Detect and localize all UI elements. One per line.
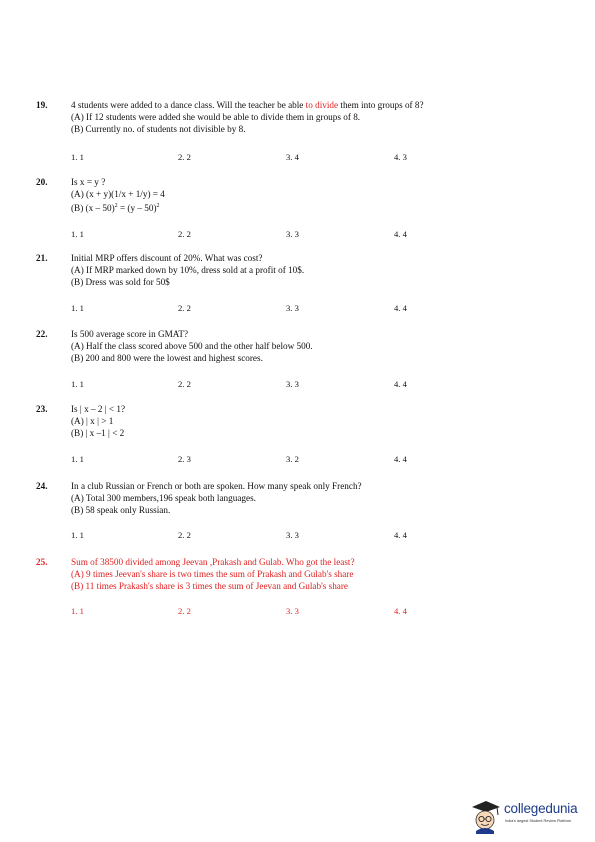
statement-a: (A) | x | > 1 bbox=[71, 416, 114, 426]
question-number: 25. bbox=[36, 557, 48, 567]
question-number: 19. bbox=[36, 100, 48, 110]
logo-wordmark: collegedunia bbox=[504, 801, 578, 816]
statement-b: (B) Dress was sold for 50$ bbox=[71, 277, 170, 287]
collegedunia-logo[interactable] bbox=[468, 798, 588, 834]
answer-option-2: 2. 2 bbox=[178, 303, 191, 313]
question-stem: Is 500 average score in GMAT? bbox=[71, 329, 189, 339]
answer-option-3: 3. 3 bbox=[286, 606, 299, 616]
exponent: 2 bbox=[156, 203, 160, 209]
question-stem: Is x = y ? bbox=[71, 177, 106, 187]
answer-option-4: 4. 4 bbox=[394, 229, 407, 239]
statement-b-part: = (y – 50) bbox=[117, 203, 157, 214]
stem-text: 4 students were added to a dance class. Will the teacher be able bbox=[71, 100, 306, 110]
answer-option-1: 1. 1 bbox=[71, 606, 84, 616]
answer-option-3: 3. 3 bbox=[286, 303, 299, 313]
answer-option-2: 2. 2 bbox=[178, 530, 191, 540]
question-stem: Sum of 38500 divided among Jeevan ,Prakash and Gulab. Who got the least? bbox=[71, 557, 355, 567]
answer-option-1: 1. 1 bbox=[71, 530, 84, 540]
statement-a: (A) Half the class scored above 500 and the other half below 500. bbox=[71, 341, 313, 351]
statement-a: (A) Total 300 members,196 speak both languages. bbox=[71, 493, 256, 503]
stem-text-end: them into groups of 8? bbox=[338, 100, 424, 110]
question-stem: Initial MRP offers discount of 20%. What was cost? bbox=[71, 253, 263, 263]
answer-option-2: 2. 2 bbox=[178, 152, 191, 162]
answer-option-4: 4. 4 bbox=[394, 606, 407, 616]
answer-option-4: 4. 4 bbox=[394, 303, 407, 313]
exponent: 2 bbox=[114, 203, 118, 209]
answer-option-4: 4. 3 bbox=[394, 152, 407, 162]
statement-a: (A) (x + y)(1/x + 1/y) = 4 bbox=[71, 189, 165, 199]
logo-tagline: India's largest Student Review Platform bbox=[505, 819, 572, 823]
answer-option-1: 1. 1 bbox=[71, 454, 84, 464]
question-number: 22. bbox=[36, 329, 48, 339]
question-number: 20. bbox=[36, 177, 48, 187]
statement-b-part: (B) (x – 50) bbox=[71, 203, 115, 214]
answer-option-1: 1. 1 bbox=[71, 229, 84, 239]
statement-b: (B) 11 times Prakash's share is 3 times the sum of Jeevan and Gulab's share bbox=[71, 581, 349, 591]
question-stem bbox=[71, 100, 424, 111]
answer-option-1: 1. 1 bbox=[71, 152, 84, 162]
answer-option-1: 1. 1 bbox=[71, 379, 84, 389]
question-number: 21. bbox=[36, 253, 48, 263]
answer-option-3: 3. 3 bbox=[286, 530, 299, 540]
question-stem: Is | x – 2 | < 1? bbox=[71, 404, 126, 414]
answer-option-4: 4. 4 bbox=[394, 379, 407, 389]
statement-b bbox=[71, 201, 160, 214]
answer-option-3: 3. 3 bbox=[286, 379, 299, 389]
question-number: 23. bbox=[36, 404, 48, 414]
answer-option-3: 3. 2 bbox=[286, 454, 299, 464]
answer-option-1: 1. 1 bbox=[71, 303, 84, 313]
answer-option-2: 2. 2 bbox=[178, 229, 191, 239]
statement-a: (A) If MRP marked down by 10%, dress sold at a profit of 10$. bbox=[71, 265, 305, 275]
stem-highlight: to divide bbox=[305, 100, 339, 110]
statement-b: (B) | x –1 | < 2 bbox=[71, 428, 125, 438]
statement-a: (A) 9 times Jeevan's share is two times the sum of Prakash and Gulab's share bbox=[71, 569, 354, 579]
answer-option-2: 2. 2 bbox=[178, 606, 191, 616]
statement-b: (B) Currently no. of students not divisible by 8. bbox=[71, 124, 246, 134]
answer-option-4: 4. 4 bbox=[394, 530, 407, 540]
graduate-mascot-icon bbox=[468, 798, 502, 834]
question-number: 24. bbox=[36, 481, 48, 491]
answer-option-4: 4. 4 bbox=[394, 454, 407, 464]
answer-option-2: 2. 2 bbox=[178, 379, 191, 389]
answer-option-2: 2. 3 bbox=[178, 454, 191, 464]
statement-a: (A) If 12 students were added she would be able to divide them in groups of 8. bbox=[71, 112, 361, 122]
question-stem: In a club Russian or French or both are spoken. How many speak only French? bbox=[71, 481, 362, 491]
statement-b: (B) 200 and 800 were the lowest and highest scores. bbox=[71, 353, 263, 363]
statement-b: (B) 58 speak only Russian. bbox=[71, 505, 171, 515]
answer-option-3: 3. 4 bbox=[286, 152, 299, 162]
answer-option-3: 3. 3 bbox=[286, 229, 299, 239]
